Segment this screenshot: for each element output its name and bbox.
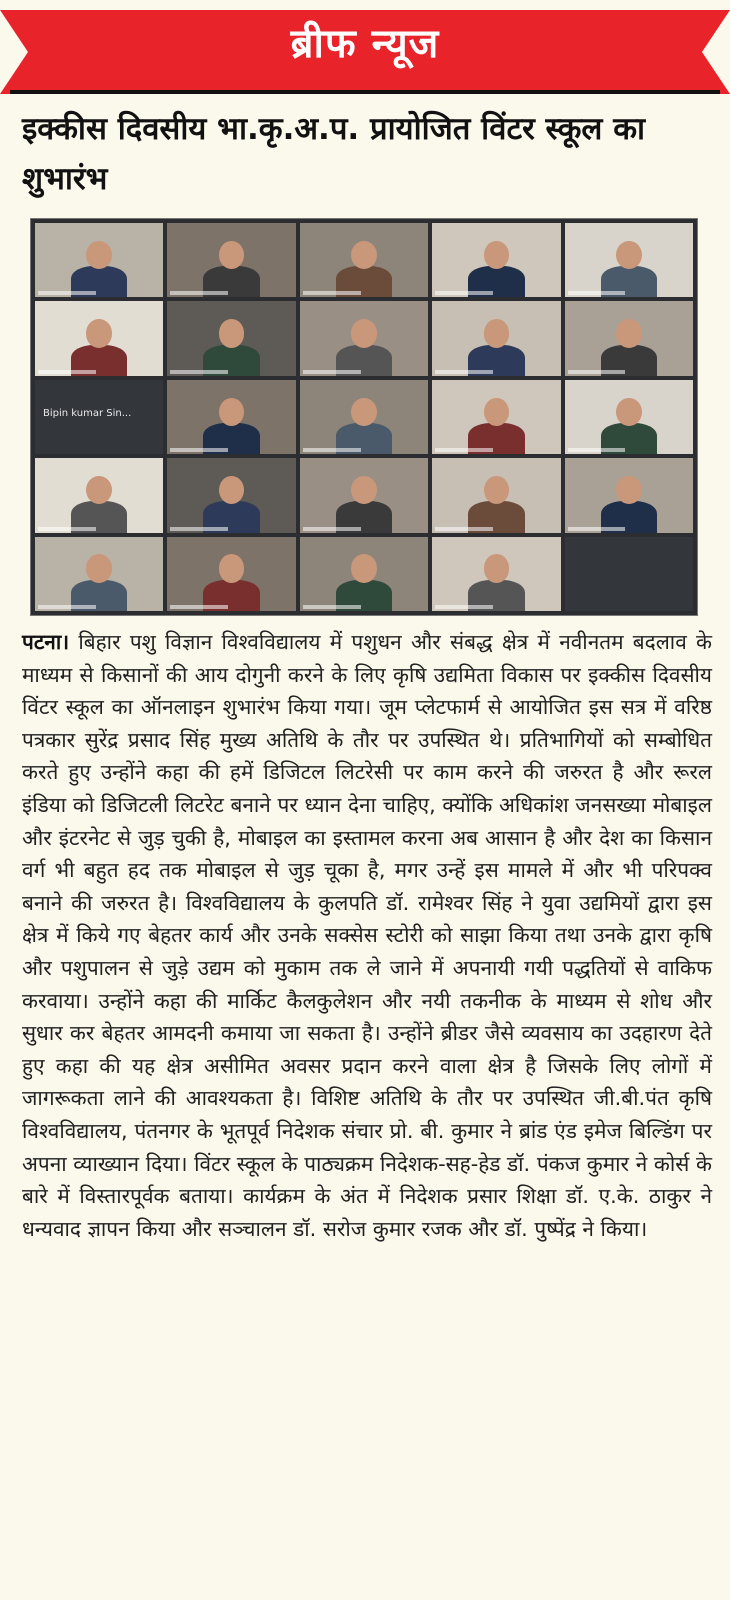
participant-face: [616, 398, 642, 426]
participant-tile: [35, 458, 163, 532]
participant-caption-bar: [170, 527, 228, 531]
participant-name-label: Bipin kumar Sin...: [43, 407, 132, 419]
participant-tile: [565, 458, 693, 532]
participant-face: [351, 398, 377, 426]
participant-tile: [432, 301, 560, 375]
participant-face: [86, 241, 112, 269]
participant-face: [219, 319, 245, 347]
participant-face: [616, 319, 642, 347]
participant-caption-bar: [435, 370, 493, 374]
participant-tile: [167, 380, 295, 454]
article-dateline: पटना।: [22, 630, 70, 654]
participant-face: [484, 476, 510, 504]
section-banner: [0, 0, 730, 94]
participant-tile: [565, 301, 693, 375]
participant-caption-bar: [38, 605, 96, 609]
participant-tile: [300, 537, 428, 611]
participant-tile: [35, 223, 163, 297]
participant-tile: [167, 458, 295, 532]
participant-face: [219, 554, 245, 582]
participant-caption-bar: [38, 291, 96, 295]
participant-face: [616, 476, 642, 504]
participant-tile: [432, 380, 560, 454]
participant-tile: [167, 223, 295, 297]
participant-face: [219, 241, 245, 269]
participant-tile: [35, 537, 163, 611]
participant-face: [86, 476, 112, 504]
participant-caption-bar: [568, 291, 626, 295]
participant-tile: [300, 301, 428, 375]
participant-caption-bar: [435, 527, 493, 531]
participant-caption-bar: [38, 370, 96, 374]
participant-caption-bar: [568, 527, 626, 531]
participant-face: [351, 554, 377, 582]
participant-tile: [300, 458, 428, 532]
participant-caption-bar: [435, 605, 493, 609]
headline: इक्कीस दिवसीय भा.कृ.अ.प. प्रायोजित विंटर स्कूल का शुभारंभ: [22, 111, 646, 197]
participant-caption-bar: [38, 527, 96, 531]
participant-tile: [167, 301, 295, 375]
participant-caption-bar: [303, 527, 361, 531]
participant-tile: [167, 537, 295, 611]
participant-face: [351, 319, 377, 347]
participant-tile: [300, 380, 428, 454]
participant-tile: [432, 223, 560, 297]
participant-tile: [432, 537, 560, 611]
participant-tile: [565, 380, 693, 454]
participant-caption-bar: [303, 605, 361, 609]
participant-face: [86, 554, 112, 582]
participant-face: [351, 476, 377, 504]
video-conference-photo: [30, 218, 698, 616]
participant-face: [219, 398, 245, 426]
participant-caption-bar: [170, 448, 228, 452]
participant-caption-bar: [568, 370, 626, 374]
participant-caption-bar: [435, 291, 493, 295]
participant-face: [484, 554, 510, 582]
participant-face: [616, 241, 642, 269]
participant-caption-bar: [170, 291, 228, 295]
participant-caption-bar: [435, 448, 493, 452]
participant-tile: [300, 223, 428, 297]
participant-face: [484, 241, 510, 269]
participant-caption-bar: [568, 448, 626, 452]
participant-caption-bar: [303, 370, 361, 374]
participant-face: [351, 241, 377, 269]
participant-caption-bar: [170, 605, 228, 609]
participant-face: [86, 319, 112, 347]
participant-tile: [565, 223, 693, 297]
article-text: बिहार पशु विज्ञान विश्वविद्यालय में पशुधन और संबद्ध क्षेत्र में नवीनतम बदलाव के माध्यम से किसानों की आय दोगुनी करने के लिए कृषि उद्यमिता विकास पर इक्कीस दिवसीय विंटर स्कूल का ऑनलाइन शुभारंभ किया गया। जूम प्लेटफार्म से आयोजित इस सत्र में वरिष्ठ पत्रकार सुरेंद्र प्रसाद सिंह मुख्य अतिथि के तौर पर उपस्थित थे। प्रतिभागियों को सम्बोधित करते हुए उन्होंने कहा की हमें डिजिटल लिटरेसी पर काम करने की जरुरत है और रूरल इंडिया को डिजिटली लिटरेट बनाने पर ध्यान देना चाहिए, क्योंकि अधिकांश जनसख्या मोबाइल और इंटरनेट से जुड़ चुकी है, मोबाइल का इस्तामल करना अब आसान है और देश का किसान वर्ग भी बहुत हद तक मोबाइल से जुड़ चूका है, मगर उन्हें इस मामले में और भी परिपक्व बनाने की जरुरत है। विश्वविद्यालय के कुलपति डॉ. रामेश्वर सिंह ने युवा उद्यमियों द्वारा इस क्षेत्र में किये गए बेहतर कार्य और उनके सक्सेस स्टोरी को साझा किया तथा उनके द्वारा कृषि और पशुपालन से जुड़े उद्यम को मुकाम तक ले जाने में अपनायी गयी पद्धतियों से वाकिफ करवाया। उन्होंने कहा की मार्किट कैलकुलेशन और नयी तकनीक के माध्यम से शोध और सुधार कर बेहतर आमदनी कमाया जा सकता है। उन्होंने ब्रीडर जैसे व्यवसाय का उदहारण देते हुए कहा की यह क्षेत्र असीमित अवसर प्रदान करने वाला क्षेत्र है जिसके लिए लोगों में जागरूकता लाने की आवश्यकता है। विशिष्ट अतिथि के तौर पर उपस्थित जी.बी.पंत कृषि विश्वविद्यालय, पंतनगर के भूतपूर्व निदेशक संचार प्रो. बी. कुमार ने ब्रांड एंड इमेज बिल्डिंग पर अपना व्याख्यान दिया। विंटर स्कूल के पाठ्यक्रम निदेशक-सह-हेड डॉ. पंकज कुमार ने कोर्स के बारे में विस्तारपूर्वक बताया। कार्यक्रम के अंत में निदेशक प्रसार शिक्षा डॉ. ए.के. ठाकुर ने धन्यवाद ज्ञापन किया और सञ्चालन डॉ. सरोज कुमार रजक और डॉ. पुष्पेंद्र ने किया।: [22, 630, 712, 1241]
banner-title: ब्रीफ न्यूज: [290, 21, 440, 67]
participant-caption-bar: [170, 370, 228, 374]
participant-face: [219, 476, 245, 504]
participant-caption-bar: [303, 448, 361, 452]
participant-face: [484, 398, 510, 426]
participant-caption-bar: [303, 291, 361, 295]
participant-face: [484, 319, 510, 347]
participant-tile: [35, 301, 163, 375]
participant-tile: [432, 458, 560, 532]
article-body: [22, 626, 712, 1245]
participant-tile: [565, 537, 693, 611]
